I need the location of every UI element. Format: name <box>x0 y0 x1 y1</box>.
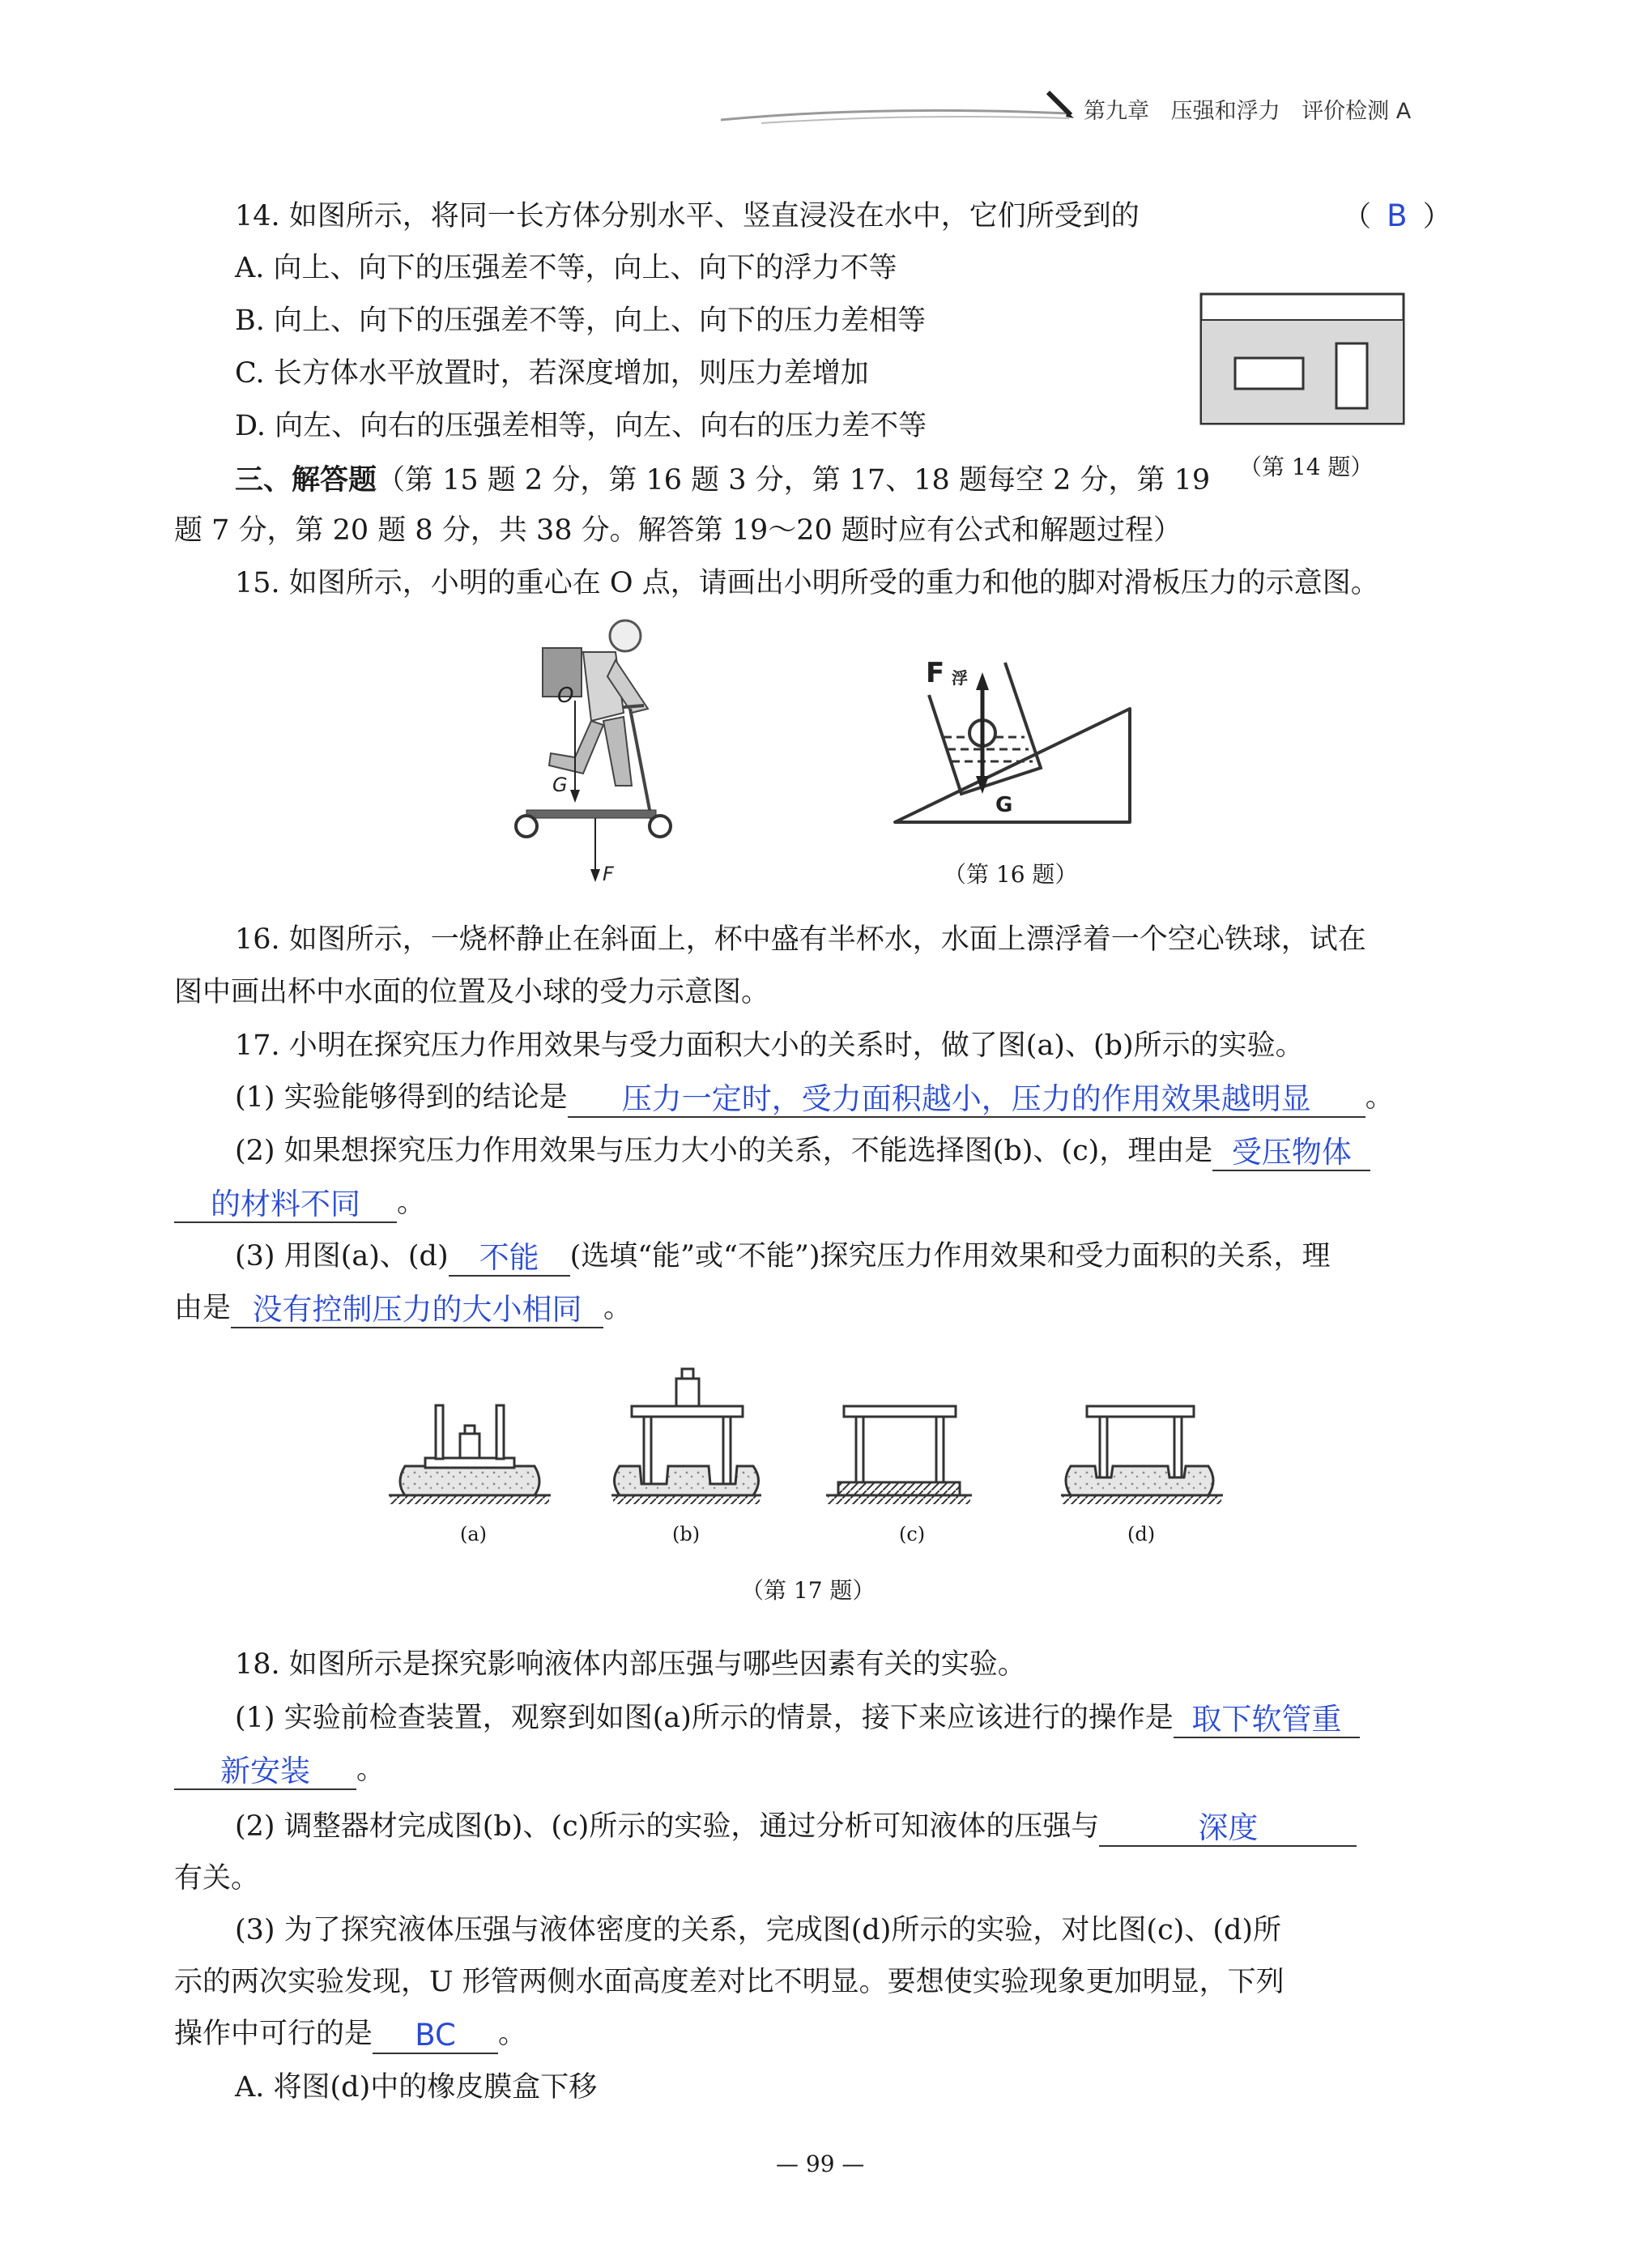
q18-p1-answer-b: 新安装 <box>220 1754 310 1788</box>
q17-p3-prefix: (3) 用图(a)、(d) <box>235 1240 449 1273</box>
q14-option-d: D. 向左、向右的压强差相等，向左、向右的压力差不等 <box>235 410 927 442</box>
q17-p2-suffix: 。 <box>397 1187 426 1219</box>
q17-fig-d <box>1061 1345 1239 1523</box>
q17-label-c: (c) <box>899 1523 926 1545</box>
paren-open: （ <box>1343 201 1372 233</box>
q18-p2-line2: 有关。 <box>174 1862 260 1895</box>
q18-p2-prefix: (2) 调整器材完成图(b)、(c)所示的实验，通过分析可知液体的压强与 <box>235 1810 1100 1843</box>
q17-label-a: (a) <box>460 1523 488 1545</box>
q17-p1-answer: 压力一定时，受力面积越小，压力的作用效果越明显 <box>621 1081 1311 1116</box>
q18-p3-suffix: 。 <box>498 2018 527 2050</box>
q18-p1-blank-a <box>1174 1699 1360 1738</box>
section3-title: 三、解答题 <box>235 463 377 497</box>
q17-caption: （第 17 题） <box>741 1577 876 1604</box>
q18-intro: 18. 如图所示是探究影响液体内部压强与哪些因素有关的实验。 <box>235 1648 1026 1681</box>
q17-p3-middle: (选填“能”或“不能”)探究压力作用效果和受力面积的关系，理 <box>569 1240 1331 1273</box>
section3-header <box>235 460 1210 501</box>
q16-caption: （第 16 题） <box>944 861 1078 888</box>
q16-label-g: G <box>995 793 1013 817</box>
q14-option-c: C. 长方体水平放置时，若深度增加，则压力差增加 <box>235 357 869 390</box>
q17-p2-blank-a <box>1212 1132 1370 1171</box>
q17-p1-blank <box>568 1079 1365 1118</box>
q18-p3-answer: BC <box>415 2018 456 2053</box>
q18-part1-line2 <box>174 1750 385 1790</box>
q17-p3-answer2: 没有控制压力的大小相同 <box>252 1292 582 1327</box>
q18-p2-blank <box>1099 1808 1357 1847</box>
q17-part3-line2 <box>174 1288 632 1328</box>
q18-option-a: A. 将图(d)中的橡皮膜盒下移 <box>235 2071 598 2104</box>
header-title: 压强和浮力 <box>1170 99 1280 124</box>
q17-fig-c <box>826 1406 972 1504</box>
q17-p3-blank <box>449 1238 570 1277</box>
q18-p3-line3-prefix: 操作中可行的是 <box>174 2018 373 2050</box>
q14-figure <box>1199 292 1409 429</box>
q17-fig-a <box>389 1405 551 1504</box>
header-chapter: 第九章 <box>1084 99 1149 124</box>
q18-p2-answer: 深度 <box>1198 1810 1259 1845</box>
q15-text: 15. 如图所示，小明的重心在 O 点，请画出小明所受的重力和他的脚对滑板压力的示意图。 <box>235 567 1379 599</box>
q18-part3-line3 <box>174 2014 526 2054</box>
q18-p1-prefix: (1) 实验前检查装置，观察到如图(a)所示的情景，接下来应该进行的操作是 <box>235 1702 1174 1734</box>
q17-part3 <box>235 1236 1331 1277</box>
page-number: — 99 — <box>776 2151 865 2177</box>
q16-line1: 16. 如图所示，一烧杯静止在斜面上，杯中盛有半杯水，水面上漂浮着一个空心铁球，试在 <box>235 923 1366 956</box>
q17-label-d: (d) <box>1127 1523 1156 1545</box>
q15-label-g: G <box>552 774 568 796</box>
q14-option-b: B. 向上、向下的压强差不等，向上、向下的压力差相等 <box>235 305 926 337</box>
page-header <box>1084 93 1411 125</box>
q18-p1-blank-b <box>174 1751 356 1790</box>
q18-part2 <box>235 1806 1357 1847</box>
q16-figure <box>879 640 1146 834</box>
q14-answer: B <box>1387 198 1408 233</box>
q18-p3-line1: (3) 为了探究液体压强与液体密度的关系，完成图(d)所示的实验，对比图(c)、(d)所 <box>235 1914 1282 1946</box>
q17-part1 <box>235 1077 1394 1118</box>
q14-stem: 14. 如图所示，将同一长方体分别水平、竖直浸没在水中，它们所受到的 <box>235 200 1140 232</box>
q17-p2-prefix: (2) 如果想探究压力作用效果与压力大小的关系，不能选择图(b)、(c)，理由是 <box>235 1135 1213 1167</box>
q17-p3-suffix: 。 <box>603 1292 633 1324</box>
q17-intro: 17. 小明在探究压力作用效果与受力面积大小的关系时，做了图(a)、(b)所示的实验。 <box>235 1030 1304 1062</box>
q15-label-o: O <box>557 684 574 708</box>
q17-p2-answer-a: 受压物体 <box>1231 1135 1352 1170</box>
q17-p2-answer-b: 的材料不同 <box>211 1187 360 1221</box>
q17-p3-line2-prefix: 由是 <box>174 1292 232 1324</box>
q15-figure <box>494 612 688 895</box>
q18-p1-answer-a: 取下软管重 <box>1191 1702 1342 1737</box>
q17-part2-line2 <box>174 1183 425 1223</box>
q18-p3-blank <box>373 2015 498 2054</box>
q17-p1-suffix: 。 <box>1365 1081 1394 1114</box>
q17-fig-b <box>611 1369 761 1504</box>
q18-part1 <box>235 1698 1360 1738</box>
q16-line2: 图中画出杯中水面的位置及小球的受力示意图。 <box>174 976 770 1008</box>
q17-p2-blank-b <box>174 1184 397 1223</box>
q16-label-f-sub: 浮 <box>952 668 968 688</box>
q18-p3-line2: 示的两次实验发现，U 形管两侧水面高度差对比不明显。要想使实验现象更加明显，下列 <box>174 1966 1285 1998</box>
section3-line2: 题 7 分，第 20 题 8 分，共 38 分。解答第 19～20 题时应有公式和解题过程） <box>174 514 1182 547</box>
q17-p1-prefix: (1) 实验能够得到的结论是 <box>235 1081 568 1114</box>
q17-part2 <box>235 1131 1370 1171</box>
header-section: 评价检测 A <box>1302 99 1412 124</box>
q17-p3-blank2 <box>231 1290 603 1328</box>
q16-label-f: F <box>926 657 945 689</box>
q14-caption: （第 14 题） <box>1239 454 1374 480</box>
q14-option-a: A. 向上、向下的压强差不等，向上、向下的浮力不等 <box>235 252 897 284</box>
section3-line1: （第 15 题 2 分，第 16 题 3 分，第 17、18 题每空 2 分，第 19 <box>377 464 1211 497</box>
q17-label-b: (b) <box>672 1523 701 1545</box>
q18-p1-suffix: 。 <box>356 1754 386 1786</box>
q14-answer-box <box>1343 196 1451 237</box>
q17-p3-answer: 不能 <box>479 1240 539 1275</box>
q15-label-f: F <box>603 863 614 885</box>
pen-icon <box>1045 87 1077 123</box>
paren-close: ） <box>1422 201 1451 233</box>
header-decoration <box>713 89 1085 138</box>
